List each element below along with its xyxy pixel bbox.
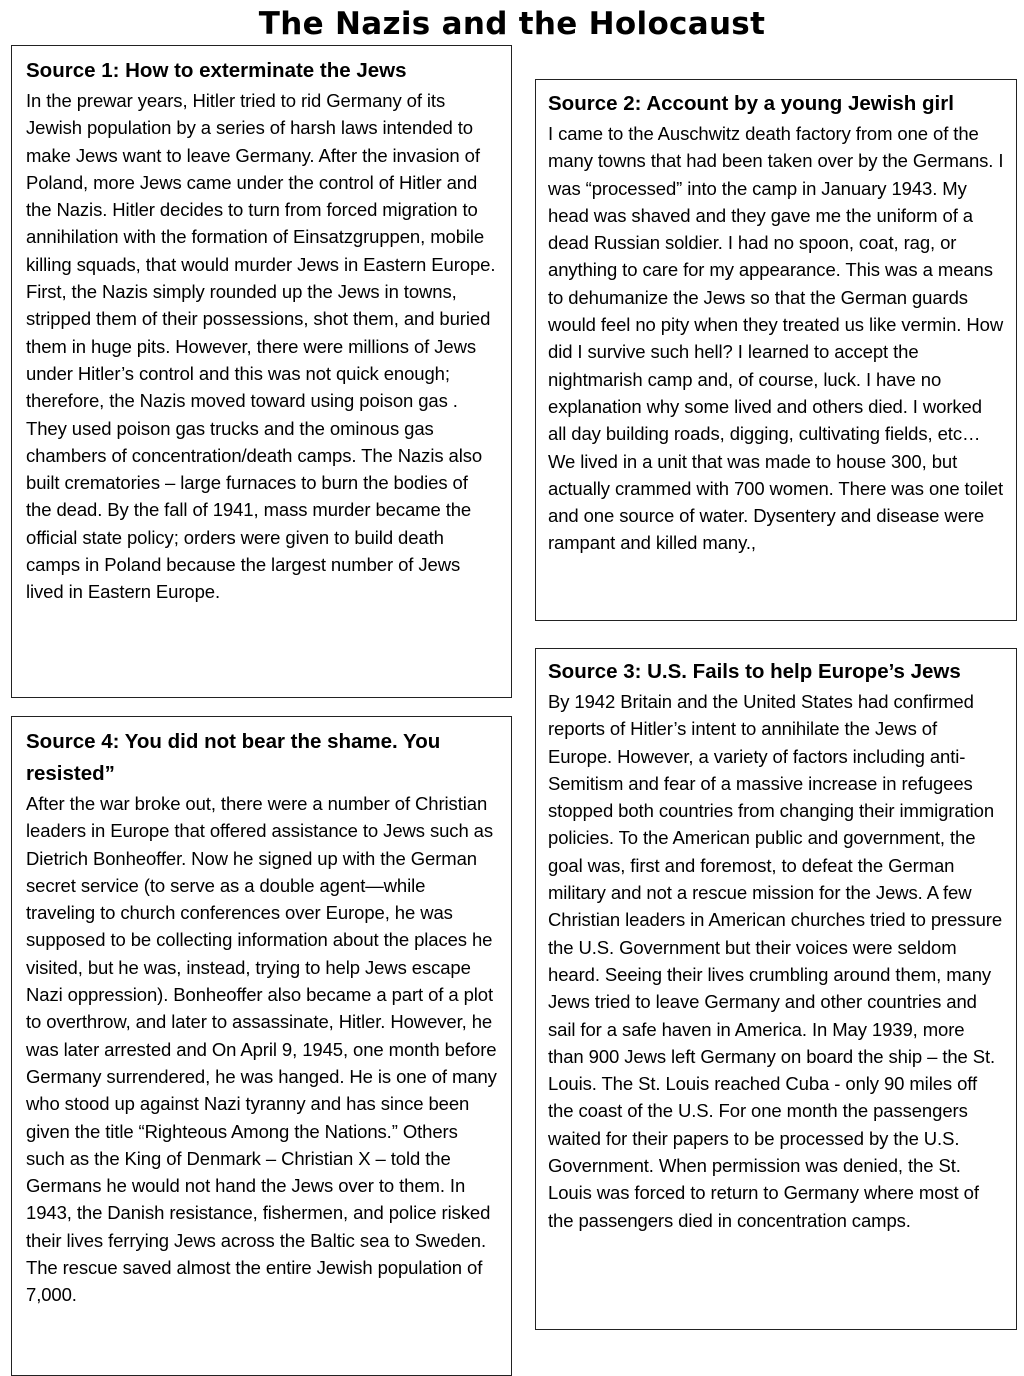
source-4-heading: Source 4: You did not bear the shame. You resisted”: [26, 730, 441, 785]
source-2-heading: Source 2: Account by a young Jewish girl: [548, 92, 954, 115]
source-4-box: [11, 716, 512, 1376]
source-3-text: By 1942 Britain and the United States had confirmed reports of Hitler’s intent to annihilate the Jews of Europe. However, a variety of factors including anti-Semitism and fear of a massive increase in refugees stopped both countries from changing their immigration policies. To the American public and government, the goal was, first and foremost, to defeat the German military and not a rescue mission for the Jews. A few Christian leaders in American churches tried to pressure the U.S. Government but their voices were seldom heard. Seeing their lives crumbling around them, many Jews tried to leave Germany and other countries and sail for a safe haven in America. In May 1939, more than 900 Jews left Germany on board the ship – the St. Louis. The St. Louis reached Cuba - only 90 miles off the coast of the U.S. For one month the passengers waited for their papers to be processed by the U.S. Government. When permission was denied, the St. Louis was forced to return to Germany where most of the passengers died in concentration camps.: [548, 691, 1003, 1231]
source-1-text: In the prewar years, Hitler tried to rid Germany of its Jewish population by a series of harsh laws intended to make Jews want to leave Germany. After the invasion of Poland, more Jews came under the control of Hitler and the Nazis. Hitler decides to turn from forced migration to annihilation with the formation of Einsatzgruppen, mobile killing squads, that would murder Jews in Eastern Europe. First, the Nazis simply rounded up the Jews in towns, stripped them of their possessions, shot them, and buried them in huge pits. However, there were millions of Jews under Hitler’s control and this was not quick enough; therefore, the Nazis moved toward using poison gas . They used poison gas trucks and the ominous gas chambers of concentration/death camps. The Nazis also built crematories – large furnaces to burn the bodies of the dead. By the fall of 1941, mass murder became the official state policy; orders were given to build death camps in Poland because the largest number of Jews lived in Eastern Europe.: [26, 90, 496, 603]
page-title: The Nazis and the Holocaust: [258, 6, 766, 42]
source-4-text: After the war broke out, there were a number of Christian leaders in Europe that offered assistance to Jews such as Dietrich Bonheoffer. Now he signed up with the German secret service (to serve as a double agent—while traveling to church conferences over Europe, he was supposed to be collecting information about the places he visited, but he was, instead, trying to help Jews escape Nazi oppression). Bonheoffer also became a part of a plot to overthrow, and later to assassinate, Hitler. However, he was later arrested and On April 9, 1945, one month before Germany surrendered, he was hanged. He is one of many who stood up against Nazi tyranny and has since been given the title “Righteous Among the Nations.” Others such as the King of Denmark – Christian X – told the Germans he would not hand the Jews over to them. In 1943, the Danish resistance, fishermen, and police risked their lives ferrying Jews across the Baltic sea to Sweden. The rescue saved almost the entire Jewish population of 7,000.: [26, 793, 497, 1306]
source-3-heading: Source 3: U.S. Fails to help Europe’s Jews: [548, 660, 961, 683]
source-2-text: I came to the Auschwitz death factory from one of the many towns that had been taken over by the Germans. I was “processed” into the camp in January 1943. My head was shaved and they gave me the uniform of a dead Russian soldier. I had no spoon, coat, rag, or anything to care for my appearance. This was a means to dehumanize the Jews so that the German guards would feel no pity when they treated us like vermin. How did I survive such hell? I learned to accept the nightmarish camp and, of course, luck. I have no explanation why some lived and others died. I worked all day building roads, digging, cultivating fields, etc… We lived in a unit that was made to house 300, but actually crammed with 700 women. There was one toilet and one source of water. Dysentery and disease were rampant and killed many.,: [548, 123, 1004, 554]
source-2-box: [535, 79, 1017, 621]
source-1-heading: Source 1: How to exterminate the Jews: [26, 59, 407, 82]
source-3-box: [535, 648, 1017, 1330]
source-1-box: [11, 45, 512, 698]
